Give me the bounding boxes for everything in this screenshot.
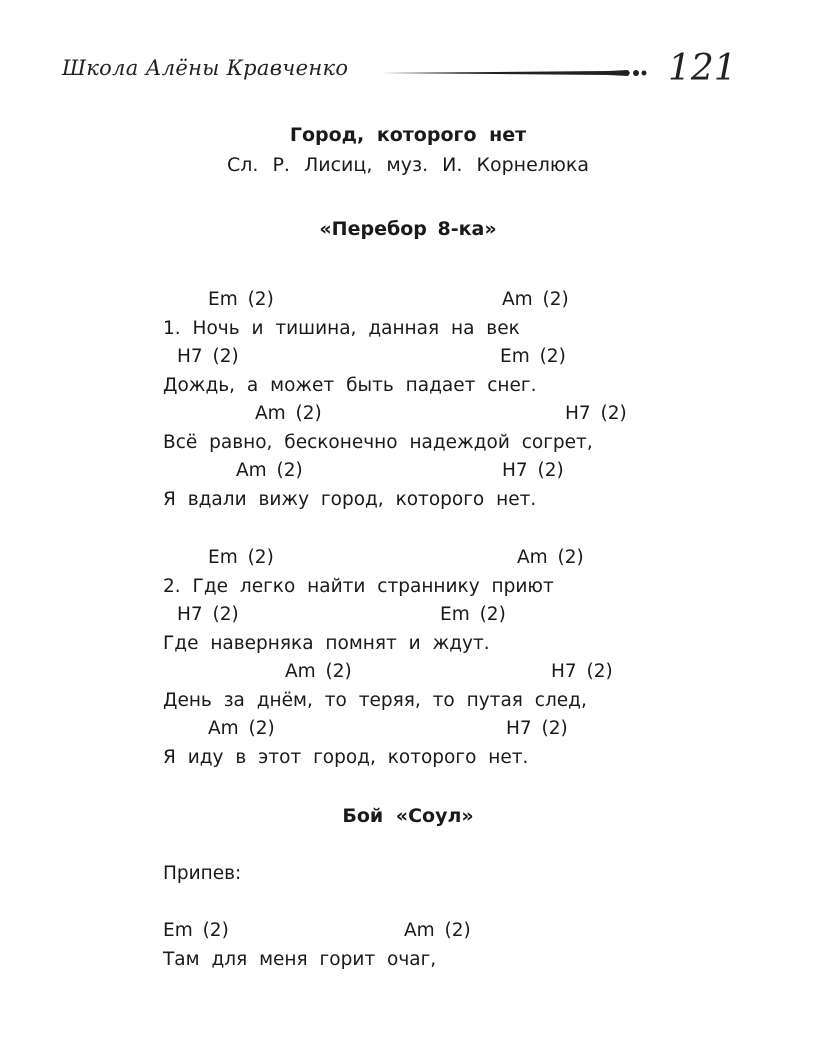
chord: Am (2) (502, 289, 569, 310)
song-credits: Сл. Р. Лисиц, муз. И. Корнелюка (226, 154, 590, 176)
chord: Em (2) (163, 920, 229, 941)
strum-pattern: Бой «Соул» (342, 805, 474, 827)
chord: H7 (2) (551, 661, 613, 682)
chord: Am (2) (517, 547, 584, 568)
lyric-line: Там для меня горит очаг, (163, 949, 437, 970)
chord: Am (2) (208, 718, 275, 739)
lyric-line: Где наверняка помнят и ждут. (163, 633, 490, 654)
page-number: 121 (668, 48, 737, 89)
song-title: Город, которого нет (289, 124, 527, 146)
lyric-line: 2. Где легко найти страннику приют (163, 576, 554, 597)
picking-pattern: «Перебор 8-ка» (319, 218, 497, 240)
chord: Em (2) (440, 604, 506, 625)
lyric-line: Я иду в этот город, которого нет. (163, 747, 529, 768)
chord: Am (2) (404, 920, 471, 941)
decorative-flourish (378, 62, 648, 82)
book-header-title: Школа Алёны Кравченко (62, 56, 349, 80)
chord: H7 (2) (506, 718, 568, 739)
chord: H7 (2) (177, 604, 239, 625)
lyric-line: Я вдали вижу город, которого нет. (163, 489, 537, 510)
chord: H7 (2) (177, 346, 239, 367)
chord: H7 (2) (565, 403, 627, 424)
chord: Am (2) (255, 403, 322, 424)
chord: Em (2) (208, 289, 274, 310)
chord: Am (2) (236, 460, 303, 481)
lyric-line: День за днём, то теряя, то путая след, (163, 690, 587, 711)
lyric-line: Дождь, а может быть падает снег. (163, 375, 537, 396)
chorus-label: Припев: (163, 863, 242, 884)
chord: Em (2) (208, 547, 274, 568)
chord: Am (2) (285, 661, 352, 682)
chord: H7 (2) (502, 460, 564, 481)
lyric-line: 1. Ночь и тишина, данная на век (163, 318, 520, 339)
chord: Em (2) (500, 346, 566, 367)
lyric-line: Всё равно, бесконечно надеждой согрет, (163, 432, 593, 453)
